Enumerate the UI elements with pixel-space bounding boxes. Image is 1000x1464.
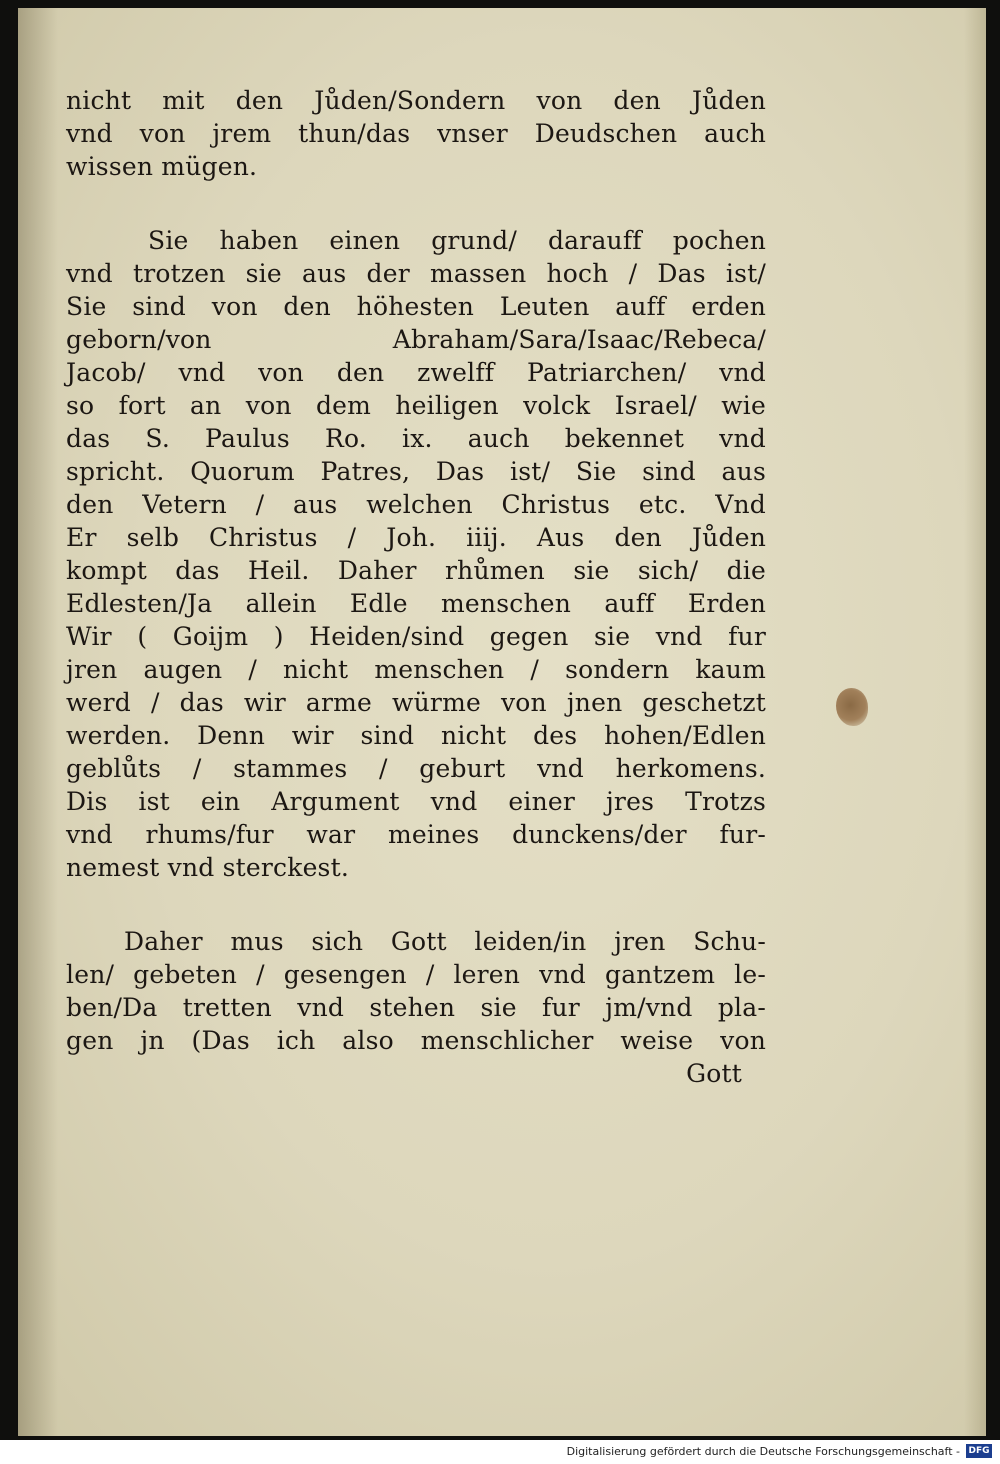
text-line: gen jn (Das ich also menschlicher weise von	[66, 1026, 766, 1055]
paragraph-2	[66, 224, 766, 884]
text-line: werd / das wir arme würme von jnen geschetzt	[66, 688, 766, 717]
page-gutter-shadow	[18, 8, 58, 1436]
text-line: Dis ist ein Argument vnd einer jres Trotzs	[66, 787, 766, 816]
text-line: Jacob/ vnd von den zwelff Patriarchen/ vnd	[66, 358, 766, 387]
text-line: Edlesten/Ja allein Edle menschen auff Erden	[66, 589, 766, 618]
text-line: werden. Denn wir sind nicht des hohen/Edlen	[66, 721, 766, 750]
text-line: das S. Paulus Ro. ix. auch bekennet vnd	[66, 424, 766, 453]
text-line: geborn/von Abraham/Sara/Isaac/Rebeca/	[66, 325, 766, 354]
text-line: spricht. Quorum Patres, Das ist/ Sie sind aus	[66, 457, 766, 486]
text-line: wissen mügen.	[66, 152, 258, 181]
paragraph-1	[66, 84, 766, 183]
dfg-logo-icon: DFG	[966, 1444, 992, 1458]
paragraph-3	[66, 925, 766, 1090]
text-line: Sie sind von den höhesten Leuten auff erden	[66, 292, 766, 321]
page-edge-shadow	[964, 8, 986, 1436]
text-line: Sie haben einen grund/ darauff pochen	[148, 226, 766, 255]
text-line: vnd rhums/fur war meines dunckens/der fur-	[66, 820, 766, 849]
book-page	[18, 8, 986, 1436]
text-line: Daher mus sich Gott leiden/in jren Schu-	[124, 927, 766, 956]
text-line: so fort an von dem heiligen volck Israel/ wie	[66, 391, 766, 420]
text-line: ben/Da tretten vnd stehen sie fur jm/vnd pla-	[66, 993, 766, 1022]
text-line: Wir ( Goijm ) Heiden/sind gegen sie vnd fur	[66, 622, 766, 651]
text-line: vnd von jrem thun/das vnser Deudschen auch	[66, 119, 766, 148]
text-line: den Vetern / aus welchen Christus etc. Vnd	[66, 490, 766, 519]
funding-notice: Digitalisierung gefördert durch die Deutsche Forschungsgemeinschaft -	[566, 1445, 960, 1458]
text-line: Er selb Christus / Joh. iiij. Aus den Jůden	[66, 523, 766, 552]
paper-stain	[836, 688, 868, 726]
text-line: jren augen / nicht menschen / sondern kaum	[66, 655, 766, 684]
text-line: kompt das Heil. Daher rhůmen sie sich/ die	[66, 556, 766, 585]
text-line: nemest vnd sterckest.	[66, 853, 349, 882]
footer-bar	[0, 1440, 1000, 1464]
text-line: nicht mit den Jůden/Sondern von den Jůden	[66, 86, 766, 115]
text-line: vnd trotzen sie aus der massen hoch / Das ist/	[66, 259, 766, 288]
page-text	[66, 84, 766, 1090]
catchword: Gott	[686, 1059, 742, 1088]
text-line: geblůts / stammes / geburt vnd herkomens.	[66, 754, 766, 783]
text-line: len/ gebeten / gesengen / leren vnd gantzem le-	[66, 960, 766, 989]
